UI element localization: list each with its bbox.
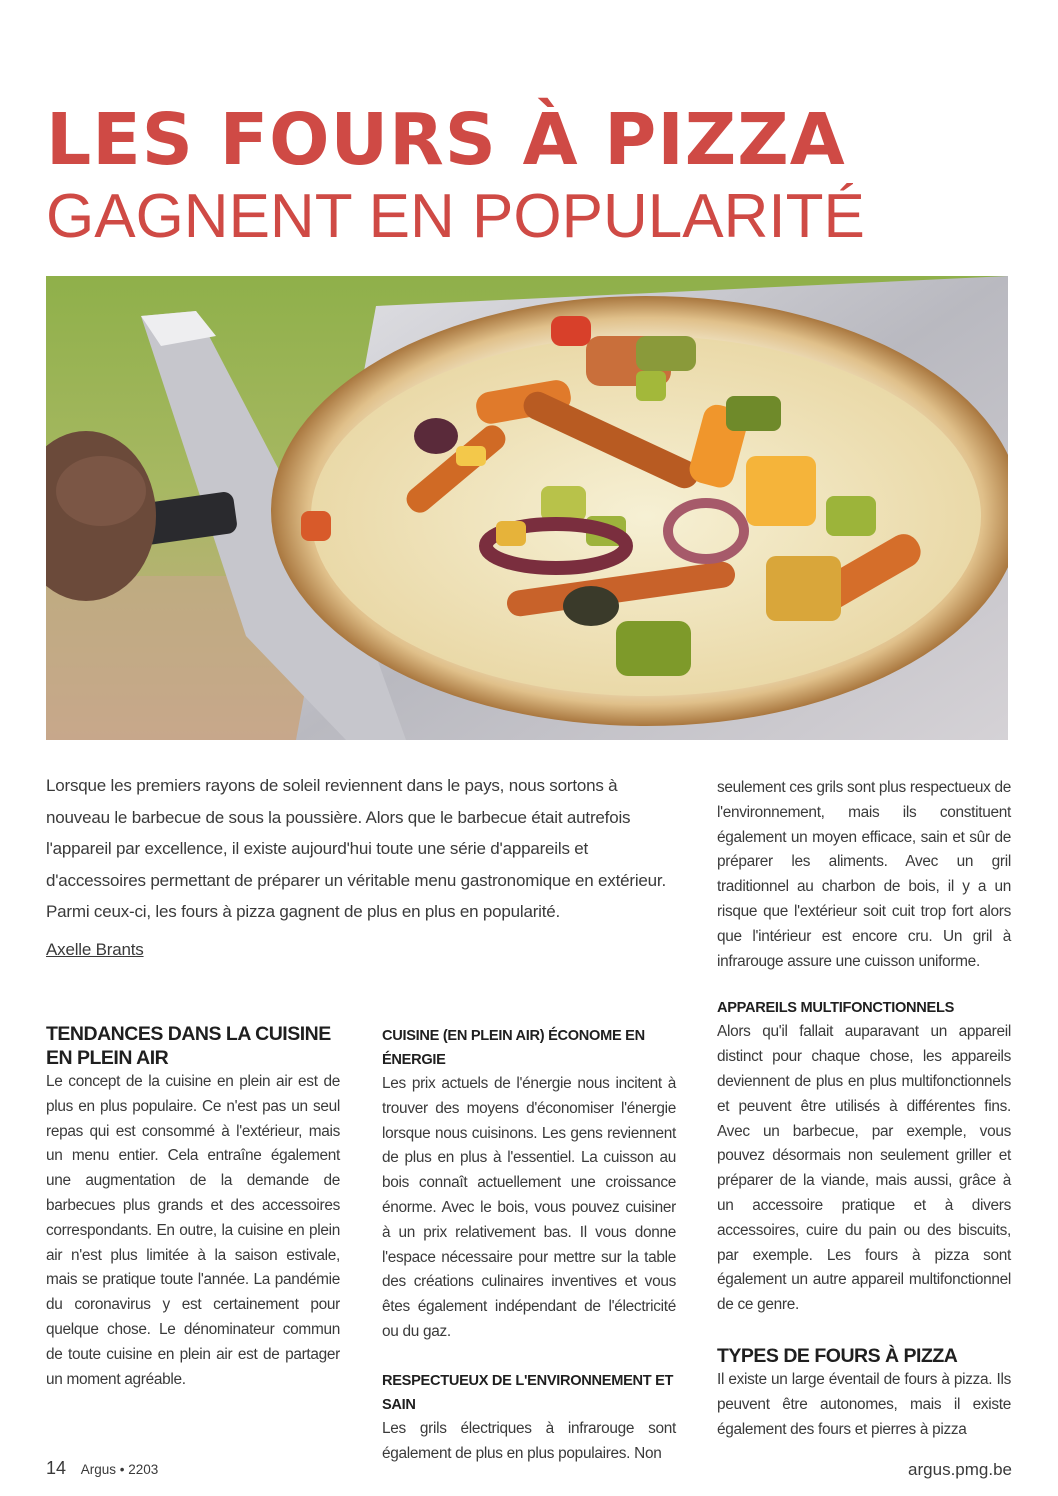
title-line-2: GAGNENT EN POPULARITÉ <box>46 182 865 251</box>
heading-tendances: TENDANCES DANS LA CUISINE EN PLEIN AIR <box>46 1023 331 1069</box>
heading-econome: CUISINE (EN PLEIN AIR) ÉCONOME EN ÉNERGIE <box>382 1028 645 1068</box>
heading-multifonctionnels: APPAREILS MULTIFONCTIONNELS <box>717 1000 955 1017</box>
col1-body: Le concept de la cuisine en plein air est de plus en plus populaire. Ce n'est pas un seul repas qui est consommé à l'extérieur, mais un menu entier. Cela entraîne également une augmentation de la demande de barbecues plus grands et des accessoires correspondants. En outre, la cuisine en plein air n'est plus limitée à la saison estivale, mais se pratique toute l'année. La pandémie du coronavirus y est certainement pour quelque chose. Le dénominateur commun de toute cuisine en plein air est de partager un moment agréable. <box>46 1073 340 1388</box>
title-line-1: LES FOURS À PIZZA <box>46 98 846 181</box>
col3-body-1: Alors qu'il fallait auparavant un appareil distinct pour chaque chose, les appareils deviennent de plus en plus multifonctionnels et peuvent être utilisés à différentes fins. Avec un barbecue, par exemple, vous pouvez désormais non seulement griller et préparer de la viande, mais aussi, grâce à un accessoire pratique et à divers accessoires, cuire du pain ou des biscuits, par exemple. Les fours à pizza sont également un autre appareil multifonctionnel de ce genre. <box>717 1023 1011 1314</box>
col2-body-2: Les grils électriques à infrarouge sont également de plus en plus populaires. Non <box>382 1419 676 1462</box>
col3-body-2: Il existe un large éventail de fours à pizza. Ils peuvent être autonomes, mais il existe également des fours et pierres à pizza <box>717 1370 1011 1438</box>
website-link[interactable]: argus.pmg.be <box>908 1460 1012 1479</box>
column-2 <box>382 1024 676 1466</box>
author-link[interactable]: Axelle Brants <box>46 940 144 959</box>
intro-paragraph: Lorsque les premiers rayons de soleil reviennent dans le pays, nous sortons à nouveau le barbecue de sous la poussière. Alors que le barbecue était autrefois l'appareil par excellence, il existe aujourd'hui toute une série d'appareils et d'accessoires permettant de préparer un véritable menu gastronomique en extérieur. Parmi ceux-ci, les fours à pizza gagnent de plus en plus en popularité. <box>46 776 666 921</box>
column-1 <box>46 1022 340 1392</box>
heading-environnement: RESPECTUEUX DE L'ENVIRONNEMENT ET SAIN <box>382 1372 674 1413</box>
publication-issue: Argus • 2203 <box>80 1462 159 1477</box>
pizza-photo-icon <box>46 276 1008 740</box>
col3-body-0: seulement ces grils sont plus respectueux de l'environnement, mais ils constituent également un moyen efficace, sain et sûr de préparer les aliments. Avec un gril traditionnel au charbon de bois, il y a un risque que l'extérieur soit cuit trop fort alors que l'intérieur est encore cru. Un gril à infrarouge assure une cuisson uniforme. <box>717 779 1011 970</box>
hero-image <box>46 276 1008 740</box>
heading-types: TYPES DE FOURS À PIZZA <box>717 1344 958 1367</box>
page-number: 14 <box>46 1458 67 1478</box>
footer-left <box>46 1458 158 1479</box>
col2-body-1: Les prix actuels de l'énergie nous incitent à trouver des moyens d'économiser l'énergie lorsque nous cuisinons. Les gens reviennent de plus en plus à l'essentiel. La cuisson au bois connaît actuellement une croissance énorme. Avec le bois, vous pouvez cuisiner à un prix relativement bas. Il vous donne l'espace nécessaire pour mettre sur la table des créations culinaires inventives et vous êtes également indépendant de l'électricité ou du gaz. <box>382 1075 676 1340</box>
column-3 <box>717 776 1011 1442</box>
